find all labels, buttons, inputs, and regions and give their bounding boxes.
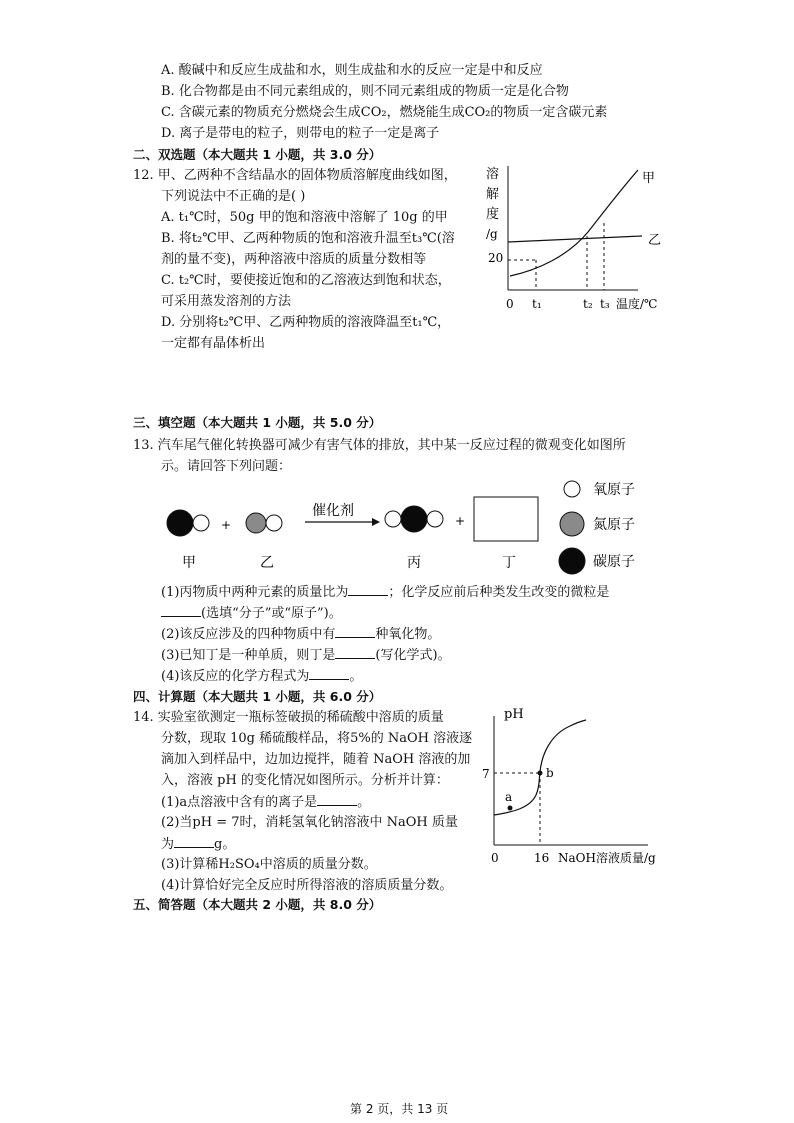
ylabel-1: 溶 — [486, 167, 500, 182]
section-3-title: 三、填空题（本大题共 1 小题，共 5.0 分） — [133, 415, 382, 430]
t1-label: t₁ — [532, 297, 542, 311]
q14-line4: 入，溶液 pH 的变化情况如图所示。分析并计算： — [161, 773, 449, 788]
q13-part4: (4)该反应的化学方程式为 。 — [161, 669, 363, 684]
oxygen-atom — [385, 511, 401, 527]
q14-part4: (4)计算恰好完全反应时所得溶液的溶质质量分数。 — [161, 878, 453, 893]
carbon-atom — [167, 510, 193, 536]
yi-label: 乙 — [260, 555, 274, 571]
plus-sign: + — [221, 518, 232, 532]
q12-option-b-line1: B. 将t₂℃甲、乙两种物质的饱和溶液升温至t₃℃(溶 — [161, 231, 455, 246]
q12-option-d-line2: 一定都有晶体析出 — [161, 336, 266, 351]
legend-oxygen-icon — [564, 481, 580, 497]
plus-sign: + — [455, 514, 466, 528]
legend-nitrogen-icon — [560, 512, 584, 536]
q12-option-d-line1: D. 分别将t₂℃甲、乙两种物质的溶液降温至t₁℃， — [161, 315, 451, 330]
y-tick-7: 7 — [482, 767, 490, 781]
yi-label: 乙 — [648, 233, 662, 248]
catalyst-label: 催化剂 — [312, 503, 354, 519]
q14-line1: 14. 实验室欲测定一瓶标签破损的稀硫酸中溶质的质量 — [133, 710, 444, 725]
bing-label: 丙 — [407, 555, 421, 571]
oxygen-atom — [266, 515, 282, 531]
q11-option-d: D. 离子是带电的粒子，则带电的粒子一定是离子 — [161, 126, 440, 141]
answer-blank[interactable] — [309, 667, 349, 680]
ding-label: 丁 — [502, 555, 516, 571]
x-axis-label: 温度/℃ — [616, 297, 658, 311]
y-tick-20: 20 — [488, 251, 504, 265]
point-b-label: b — [546, 766, 554, 780]
q13-part1-line1: (1)丙物质中两种元素的质量比为 ；化学反应前后种类发生改变的微粒是 — [161, 585, 610, 600]
q14-part1: (1)a点溶液中含有的离子是 。 — [161, 795, 371, 810]
q12-option-b-line2: 剂的量不变)，两种溶液中溶质的质量分数相等 — [161, 252, 427, 267]
q11-option-b: B. 化合物都是由不同元素组成的，则不同元素组成的物质一定是化合物 — [161, 84, 569, 99]
ylabel-3: 度 — [486, 207, 500, 222]
legend-oxygen: 氧原子 — [593, 482, 635, 498]
answer-blank[interactable] — [348, 583, 388, 596]
reaction-arrow-head — [372, 518, 380, 526]
point-b — [538, 771, 543, 776]
oxygen-atom — [427, 511, 443, 527]
q13-part2: (2)该反应涉及的四种物质中有 种氧化物。 — [161, 627, 441, 642]
q13-stem-line1: 13. 汽车尾气催化转换器可减少有害气体的排放，其中某一反应过程的微观变化如图所 — [133, 438, 626, 453]
q13-part3: (3)已知丁是一种单质，则丁是 (写化学式)。 — [161, 648, 451, 663]
ding-box — [474, 497, 538, 541]
section-2-title: 二、双选题（本大题共 1 小题，共 3.0 分） — [133, 147, 382, 162]
answer-blank[interactable] — [317, 793, 357, 806]
q11-option-c: C. 含碳元素的物质充分燃烧会生成CO₂，燃烧能生成CO₂的物质一定含碳元素 — [161, 105, 608, 120]
q14-part3: (3)计算稀H₂SO₄中溶质的质量分数。 — [161, 857, 377, 872]
ylabel-2: 解 — [486, 187, 500, 202]
q12-option-c-line2: 可采用蒸发溶剂的方法 — [161, 294, 292, 309]
section-4-title: 四、计算题（本大题共 1 小题，共 6.0 分） — [133, 689, 382, 704]
oxygen-atom — [193, 515, 209, 531]
answer-blank[interactable] — [335, 646, 375, 659]
jia-label: 甲 — [182, 555, 196, 571]
t2-label: t₂ — [583, 297, 593, 311]
answer-blank[interactable] — [174, 835, 214, 848]
answer-blank[interactable] — [335, 625, 375, 638]
legend-nitrogen: 氮原子 — [593, 517, 635, 533]
ph-axis-label: pH — [504, 707, 524, 722]
q14-line2: 分数，现取 10g 稀硫酸样品，将5%的 NaOH 溶液逐 — [161, 731, 473, 746]
curve-jia — [510, 170, 638, 276]
q11-option-a: A. 酸碱中和反应生成盐和水，则生成盐和水的反应一定是中和反应 — [161, 63, 543, 78]
origin-label: 0 — [491, 851, 499, 865]
x-axis-label: NaOH溶液质量/g — [558, 851, 656, 865]
curve-yi — [508, 236, 642, 242]
nitrogen-atom — [246, 513, 266, 533]
page-footer: 第 2 页，共 13 页 — [350, 1102, 449, 1116]
q13-stem-line2: 示。请回答下列问题： — [161, 459, 292, 474]
answer-blank[interactable] — [161, 604, 201, 617]
ylabel-4: /g — [486, 227, 498, 241]
ph-graph — [478, 700, 668, 868]
q14-part2-line1: (2)当pH = 7时，消耗氢氧化钠溶液中 NaOH 质量 — [161, 815, 458, 830]
q12-option-c-line1: C. t₂℃时，要使接近饱和的乙溶液达到饱和状态， — [161, 273, 451, 288]
x-tick-16: 16 — [534, 851, 550, 865]
q13-part1-line2: (选填“分子”或“原子”)。 — [161, 604, 342, 623]
q14-line3: 滴加入到样品中，边加边搅拌，随着 NaOH 溶液的加 — [161, 752, 471, 767]
carbon-atom — [401, 506, 427, 532]
q12-option-a: A. t₁℃时，50g 甲的饱和溶液中溶解了 10g 的甲 — [161, 210, 448, 225]
q12-stem-line1: 12. 甲、乙两种不含结晶水的固体物质溶解度曲线如图， — [133, 168, 457, 183]
section-5-title: 五、简答题（本大题共 2 小题，共 8.0 分） — [133, 897, 382, 912]
point-a-label: a — [505, 790, 513, 804]
jia-label: 甲 — [642, 171, 656, 186]
point-a — [508, 806, 513, 811]
legend-carbon-icon — [559, 548, 585, 574]
legend-carbon: 碳原子 — [593, 554, 635, 570]
origin-label: 0 — [506, 297, 514, 311]
solubility-graph — [478, 158, 668, 318]
t3-label: t₃ — [600, 297, 610, 311]
q12-stem-line2: 下列说法中不正确的是( ) — [161, 189, 306, 204]
q14-part2-line2: 为 g。 — [161, 837, 236, 852]
molecule-diagram — [160, 475, 680, 580]
